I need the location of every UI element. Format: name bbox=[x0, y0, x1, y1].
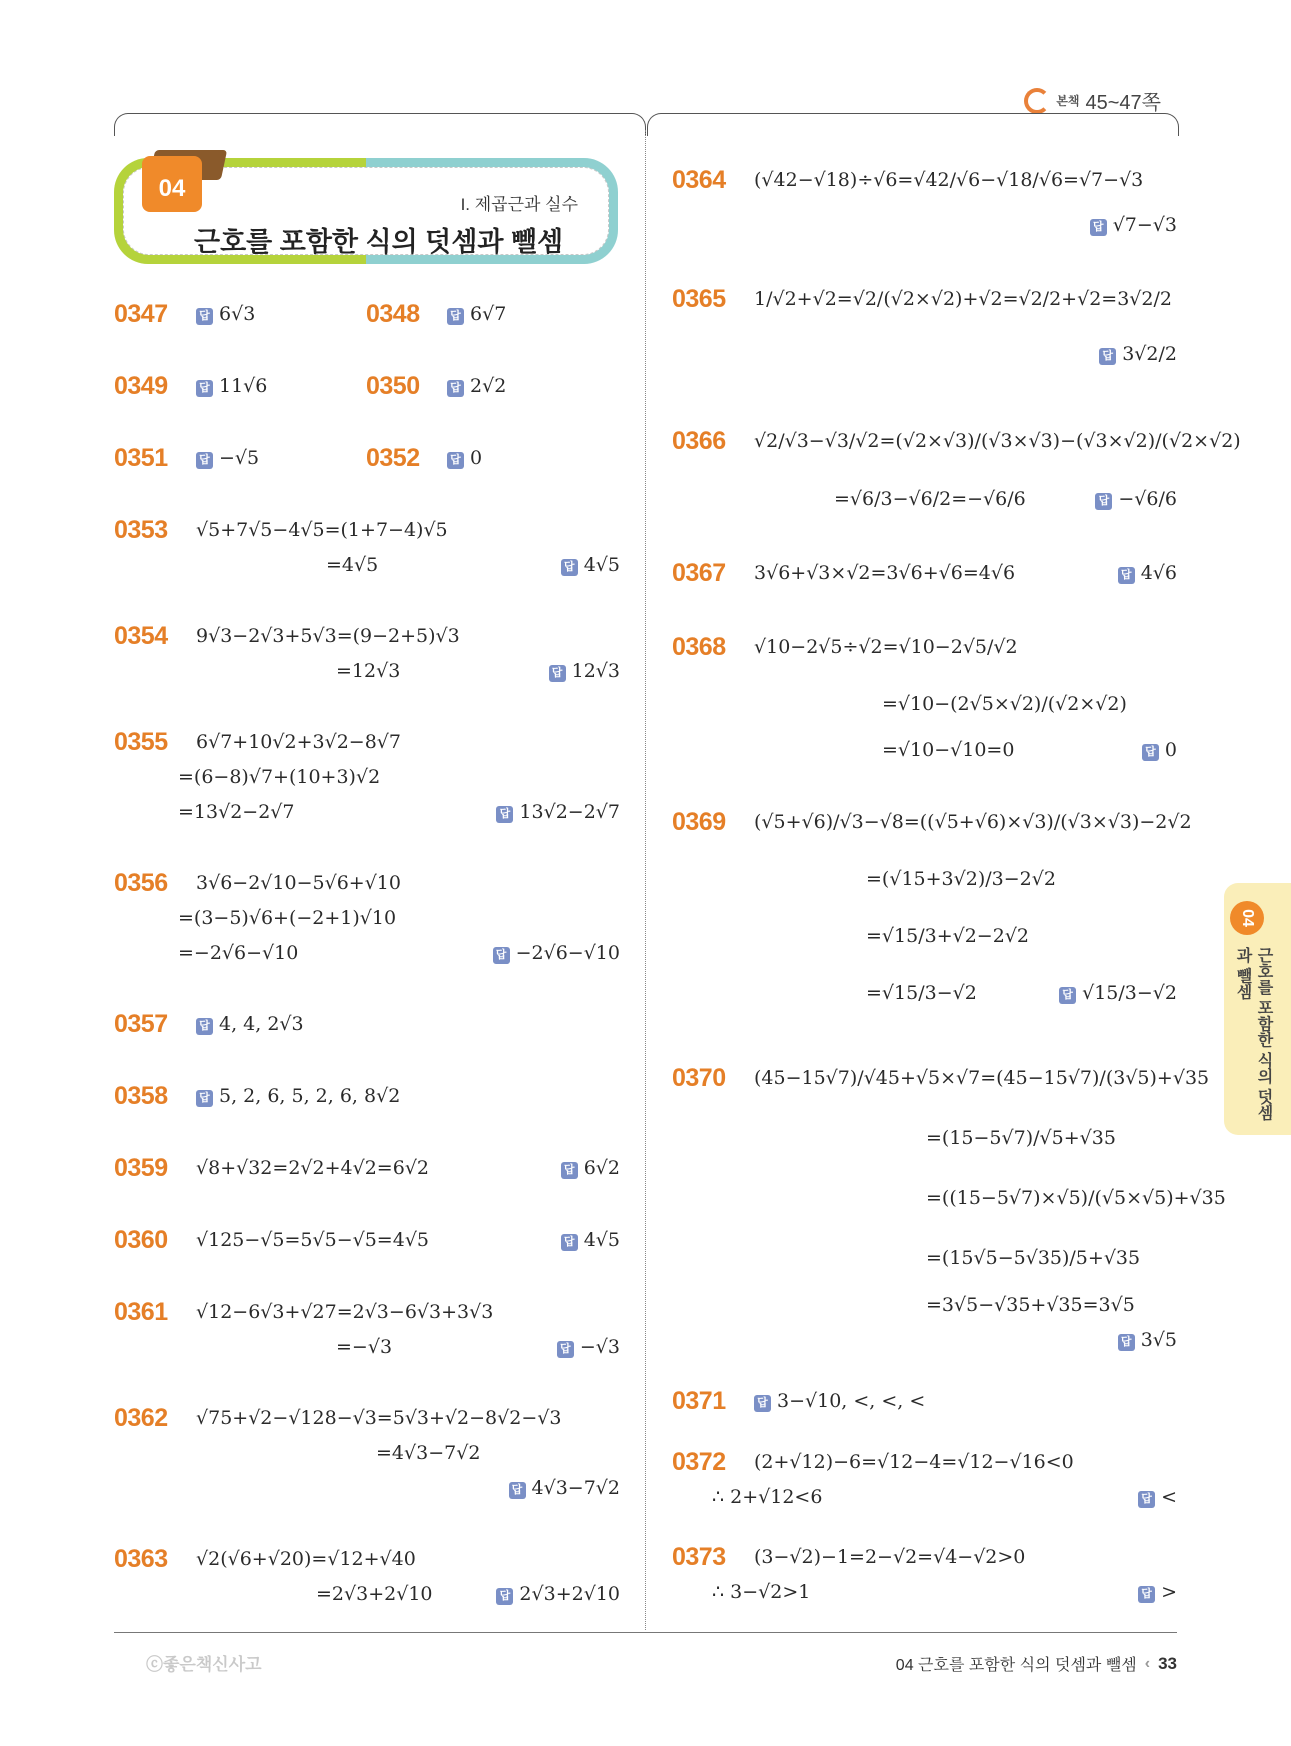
solution-line: √2(√6+√20)=√12+√40 bbox=[196, 1548, 416, 1570]
solution-line: =12√3 bbox=[336, 660, 401, 682]
answer-value: 0 bbox=[470, 447, 483, 469]
answer bbox=[496, 798, 620, 826]
answer-icon bbox=[509, 1482, 526, 1499]
answer bbox=[557, 1333, 620, 1361]
solution-line: =√10−(2√5×√2)/(√2×√2) bbox=[882, 693, 1127, 715]
answer-icon bbox=[561, 1162, 578, 1179]
answer-icon bbox=[196, 380, 213, 397]
problem-number: 0365 bbox=[672, 285, 726, 313]
answer bbox=[561, 1154, 620, 1182]
solution-line: =√10−√10=0 bbox=[882, 739, 1015, 761]
answer-icon bbox=[493, 947, 510, 964]
answer bbox=[561, 1226, 620, 1254]
problem-number: 0359 bbox=[114, 1154, 168, 1182]
answer-value: 12√3 bbox=[571, 660, 620, 682]
answer-icon bbox=[1142, 744, 1159, 761]
answer-value: 4√6 bbox=[1140, 562, 1177, 584]
answer-icon bbox=[496, 806, 513, 823]
problem-number: 0363 bbox=[114, 1545, 168, 1573]
solution-line: √5+7√5−4√5=(1+7−4)√5 bbox=[196, 519, 448, 541]
chevron-left-icon: ‹ bbox=[1144, 1654, 1151, 1672]
answer bbox=[196, 1082, 400, 1110]
answer-icon bbox=[447, 380, 464, 397]
problem-number: 0366 bbox=[672, 427, 726, 455]
solution-line: =13√2−2√7 bbox=[178, 801, 295, 823]
problem-number: 0353 bbox=[114, 516, 168, 544]
problem-number: 0357 bbox=[114, 1010, 168, 1038]
answer-value: 3√5 bbox=[1140, 1329, 1177, 1351]
problem-number: 0361 bbox=[114, 1298, 168, 1326]
problem-number: 0373 bbox=[672, 1543, 726, 1571]
answer bbox=[754, 1387, 925, 1415]
answer-value: 11√6 bbox=[219, 375, 268, 397]
answer-icon bbox=[196, 1090, 213, 1107]
answer-value: 6√7 bbox=[470, 303, 507, 325]
page-reference bbox=[1024, 86, 1161, 115]
answer bbox=[549, 657, 620, 685]
answer bbox=[561, 551, 620, 579]
answer-icon bbox=[561, 559, 578, 576]
answer-icon bbox=[196, 452, 213, 469]
chapter-part: I. 제곱근과 실수 bbox=[460, 195, 578, 214]
solution-line: √12−6√3+√27=2√3−6√3+3√3 bbox=[196, 1301, 494, 1323]
answer-value: 2√3+2√10 bbox=[519, 1583, 620, 1605]
solution-line: =−√3 bbox=[336, 1336, 393, 1358]
solution-line: ∴ 2+√12<6 bbox=[712, 1486, 823, 1508]
answer-icon bbox=[196, 1018, 213, 1035]
problem-number: 0367 bbox=[672, 559, 726, 587]
footer-chapter-title: 04 근호를 포함한 식의 덧셈과 뺄셈 bbox=[895, 1657, 1137, 1674]
side-tab-label: 근호를 포함한 식의 덧셈과 뺄셈 bbox=[1234, 947, 1272, 1121]
answer bbox=[447, 372, 506, 400]
answer-value: 0 bbox=[1164, 739, 1177, 761]
answer-value: 13√2−2√7 bbox=[519, 801, 620, 823]
problem-number: 0362 bbox=[114, 1404, 168, 1432]
problem-number: 0368 bbox=[672, 633, 726, 661]
answer-value: 6√3 bbox=[219, 303, 256, 325]
answer bbox=[1095, 485, 1177, 513]
solution-line: =3√5−√35+√35=3√5 bbox=[926, 1294, 1135, 1316]
answer bbox=[493, 939, 620, 967]
answer-value: 3−√10, <, <, < bbox=[777, 1390, 926, 1412]
solution-line: =(15√5−5√35)/5+√35 bbox=[926, 1247, 1141, 1269]
answer bbox=[196, 372, 267, 400]
problem-number: 0371 bbox=[672, 1387, 726, 1415]
answer-icon bbox=[561, 1234, 578, 1251]
solution-line: =4√3−7√2 bbox=[376, 1442, 481, 1464]
answer-icon bbox=[1138, 1586, 1155, 1603]
problem-number: 0356 bbox=[114, 869, 168, 897]
page-reference-label: 본책 bbox=[1056, 94, 1080, 108]
problem-number: 0370 bbox=[672, 1064, 726, 1092]
answer-icon bbox=[549, 665, 566, 682]
answer-value: √15/3−√2 bbox=[1082, 982, 1177, 1004]
solution-line: =√15/3−√2 bbox=[866, 982, 977, 1004]
answer-value: −2√6−√10 bbox=[515, 942, 620, 964]
answer bbox=[1142, 736, 1177, 764]
answer bbox=[509, 1474, 621, 1502]
answer-value: 4√5 bbox=[583, 1229, 620, 1251]
solution-line: √8+√32=2√2+4√2=6√2 bbox=[196, 1157, 430, 1179]
answer-icon bbox=[1090, 219, 1107, 236]
left-column-frame bbox=[114, 113, 646, 136]
answer-value: −√6/6 bbox=[1118, 488, 1177, 510]
solution-line: (2+√12)−6=√12−4=√12−√16<0 bbox=[754, 1451, 1074, 1473]
answer bbox=[196, 300, 255, 328]
answer bbox=[1099, 340, 1177, 368]
answer bbox=[196, 444, 259, 472]
answer bbox=[1138, 1578, 1177, 1606]
solution-line: =(3−5)√6+(−2+1)√10 bbox=[178, 907, 397, 929]
answer-value: 2√2 bbox=[470, 375, 507, 397]
solution-line: 3√6−2√10−5√6+√10 bbox=[196, 872, 401, 894]
solution-line: (√5+√6)/√3−√8=((√5+√6)×√3)/(√3×√3)−2√2 bbox=[754, 811, 1192, 833]
solution-line: (√42−√18)÷√6=√42/√6−√18/√6=√7−√3 bbox=[754, 169, 1144, 191]
answer bbox=[447, 444, 482, 472]
problem-number: 0352 bbox=[366, 444, 420, 472]
solution-line: =(6−8)√7+(10+3)√2 bbox=[178, 766, 381, 788]
chapter-side-tab[interactable] bbox=[1224, 883, 1291, 1135]
footer-divider bbox=[114, 1632, 1177, 1633]
page-reference-pages: 45~47쪽 bbox=[1085, 92, 1161, 114]
solution-line: =2√3+2√10 bbox=[316, 1583, 433, 1605]
answer-value: −√5 bbox=[219, 447, 260, 469]
answer bbox=[1118, 1326, 1177, 1354]
solution-line: ∴ 3−√2>1 bbox=[712, 1581, 811, 1603]
solution-line: √2/√3−√3/√2=(√2×√3)/(√3×√3)−(√3×√2)/(√2×√2) bbox=[754, 430, 1241, 452]
right-column-frame bbox=[647, 113, 1179, 136]
problem-number: 0364 bbox=[672, 166, 726, 194]
answer-value: 6√2 bbox=[583, 1157, 620, 1179]
answer-icon bbox=[1099, 348, 1116, 365]
solution-line: 6√7+10√2+3√2−8√7 bbox=[196, 731, 401, 753]
problem-number: 0354 bbox=[114, 622, 168, 650]
problem-number: 0347 bbox=[114, 300, 168, 328]
answer-icon bbox=[447, 452, 464, 469]
problem-number: 0351 bbox=[114, 444, 168, 472]
answer-icon bbox=[496, 1588, 513, 1605]
answer-value: < bbox=[1161, 1486, 1177, 1508]
problem-number: 0349 bbox=[114, 372, 168, 400]
column-divider bbox=[645, 130, 646, 1630]
solution-line: =((15−5√7)×√5)/(√5×√5)+√35 bbox=[926, 1187, 1226, 1209]
solution-line: =−2√6−√10 bbox=[178, 942, 299, 964]
answer-icon bbox=[1138, 1491, 1155, 1508]
answer-value: 4√5 bbox=[583, 554, 620, 576]
problem-number: 0355 bbox=[114, 728, 168, 756]
problem-number: 0372 bbox=[672, 1448, 726, 1476]
chapter-title: 근호를 포함한 식의 덧셈과 뺄셈 bbox=[194, 227, 564, 257]
answer-icon bbox=[1118, 567, 1135, 584]
refresh-arrow-icon bbox=[1024, 88, 1050, 114]
answer bbox=[1118, 559, 1177, 587]
answer-value: √7−√3 bbox=[1112, 214, 1177, 236]
footer-chapter-info bbox=[896, 1652, 1177, 1675]
solution-line: (3−√2)−1=2−√2=√4−√2>0 bbox=[754, 1546, 1026, 1568]
answer-icon bbox=[1118, 1334, 1135, 1351]
answer bbox=[1138, 1483, 1177, 1511]
chapter-badge: 04 bbox=[142, 156, 202, 212]
solution-line: 3√6+√3×√2=3√6+√6=4√6 bbox=[754, 562, 1016, 584]
chapter-banner bbox=[114, 158, 618, 264]
answer bbox=[1059, 979, 1177, 1007]
answer-value: 3√2/2 bbox=[1122, 343, 1177, 365]
solution-line: √75+√2−√128−√3=5√3+√2−8√2−√3 bbox=[196, 1407, 562, 1429]
solution-line: (45−15√7)/√45+√5×√7=(45−15√7)/(3√5)+√35 bbox=[754, 1067, 1210, 1089]
answer-value: −√3 bbox=[579, 1336, 620, 1358]
side-tab-number: 04 bbox=[1230, 901, 1264, 935]
solution-line: =(15−5√7)/√5+√35 bbox=[926, 1127, 1116, 1149]
answer bbox=[447, 300, 506, 328]
solution-line: 9√3−2√3+5√3=(9−2+5)√3 bbox=[196, 625, 460, 647]
answer bbox=[196, 1010, 304, 1038]
answer-icon bbox=[557, 1341, 574, 1358]
answer-icon bbox=[196, 308, 213, 325]
solution-line: =(√15+3√2)/3−2√2 bbox=[866, 868, 1056, 890]
solution-line: =4√5 bbox=[326, 554, 379, 576]
solution-line: =√15/3+√2−2√2 bbox=[866, 925, 1030, 947]
answer-icon bbox=[754, 1395, 771, 1412]
answer-icon bbox=[1059, 987, 1076, 1004]
problem-number: 0348 bbox=[366, 300, 420, 328]
answer-value: > bbox=[1161, 1581, 1177, 1603]
solution-line: =√6/3−√6/2=−√6/6 bbox=[834, 488, 1026, 510]
answer-icon bbox=[447, 308, 464, 325]
solution-line: √10−2√5÷√2=√10−2√5/√2 bbox=[754, 636, 1018, 658]
answer bbox=[1090, 211, 1177, 239]
solution-line: √125−√5=5√5−√5=4√5 bbox=[196, 1229, 430, 1251]
problem-number: 0360 bbox=[114, 1226, 168, 1254]
answer-value: 4√3−7√2 bbox=[531, 1477, 620, 1499]
answer bbox=[496, 1580, 620, 1608]
publisher-copyright: ⓒ좋은책신사고 bbox=[146, 1655, 262, 1674]
problem-number: 0350 bbox=[366, 372, 420, 400]
answer-icon bbox=[1095, 493, 1112, 510]
answer-value: 4, 4, 2√3 bbox=[219, 1013, 304, 1035]
page-number: 33 bbox=[1158, 1653, 1177, 1673]
answer-value: 5, 2, 6, 5, 2, 6, 8√2 bbox=[219, 1085, 401, 1107]
solution-line: 1/√2+√2=√2/(√2×√2)+√2=√2/2+√2=3√2/2 bbox=[754, 288, 1172, 310]
problem-number: 0369 bbox=[672, 808, 726, 836]
problem-number: 0358 bbox=[114, 1082, 168, 1110]
